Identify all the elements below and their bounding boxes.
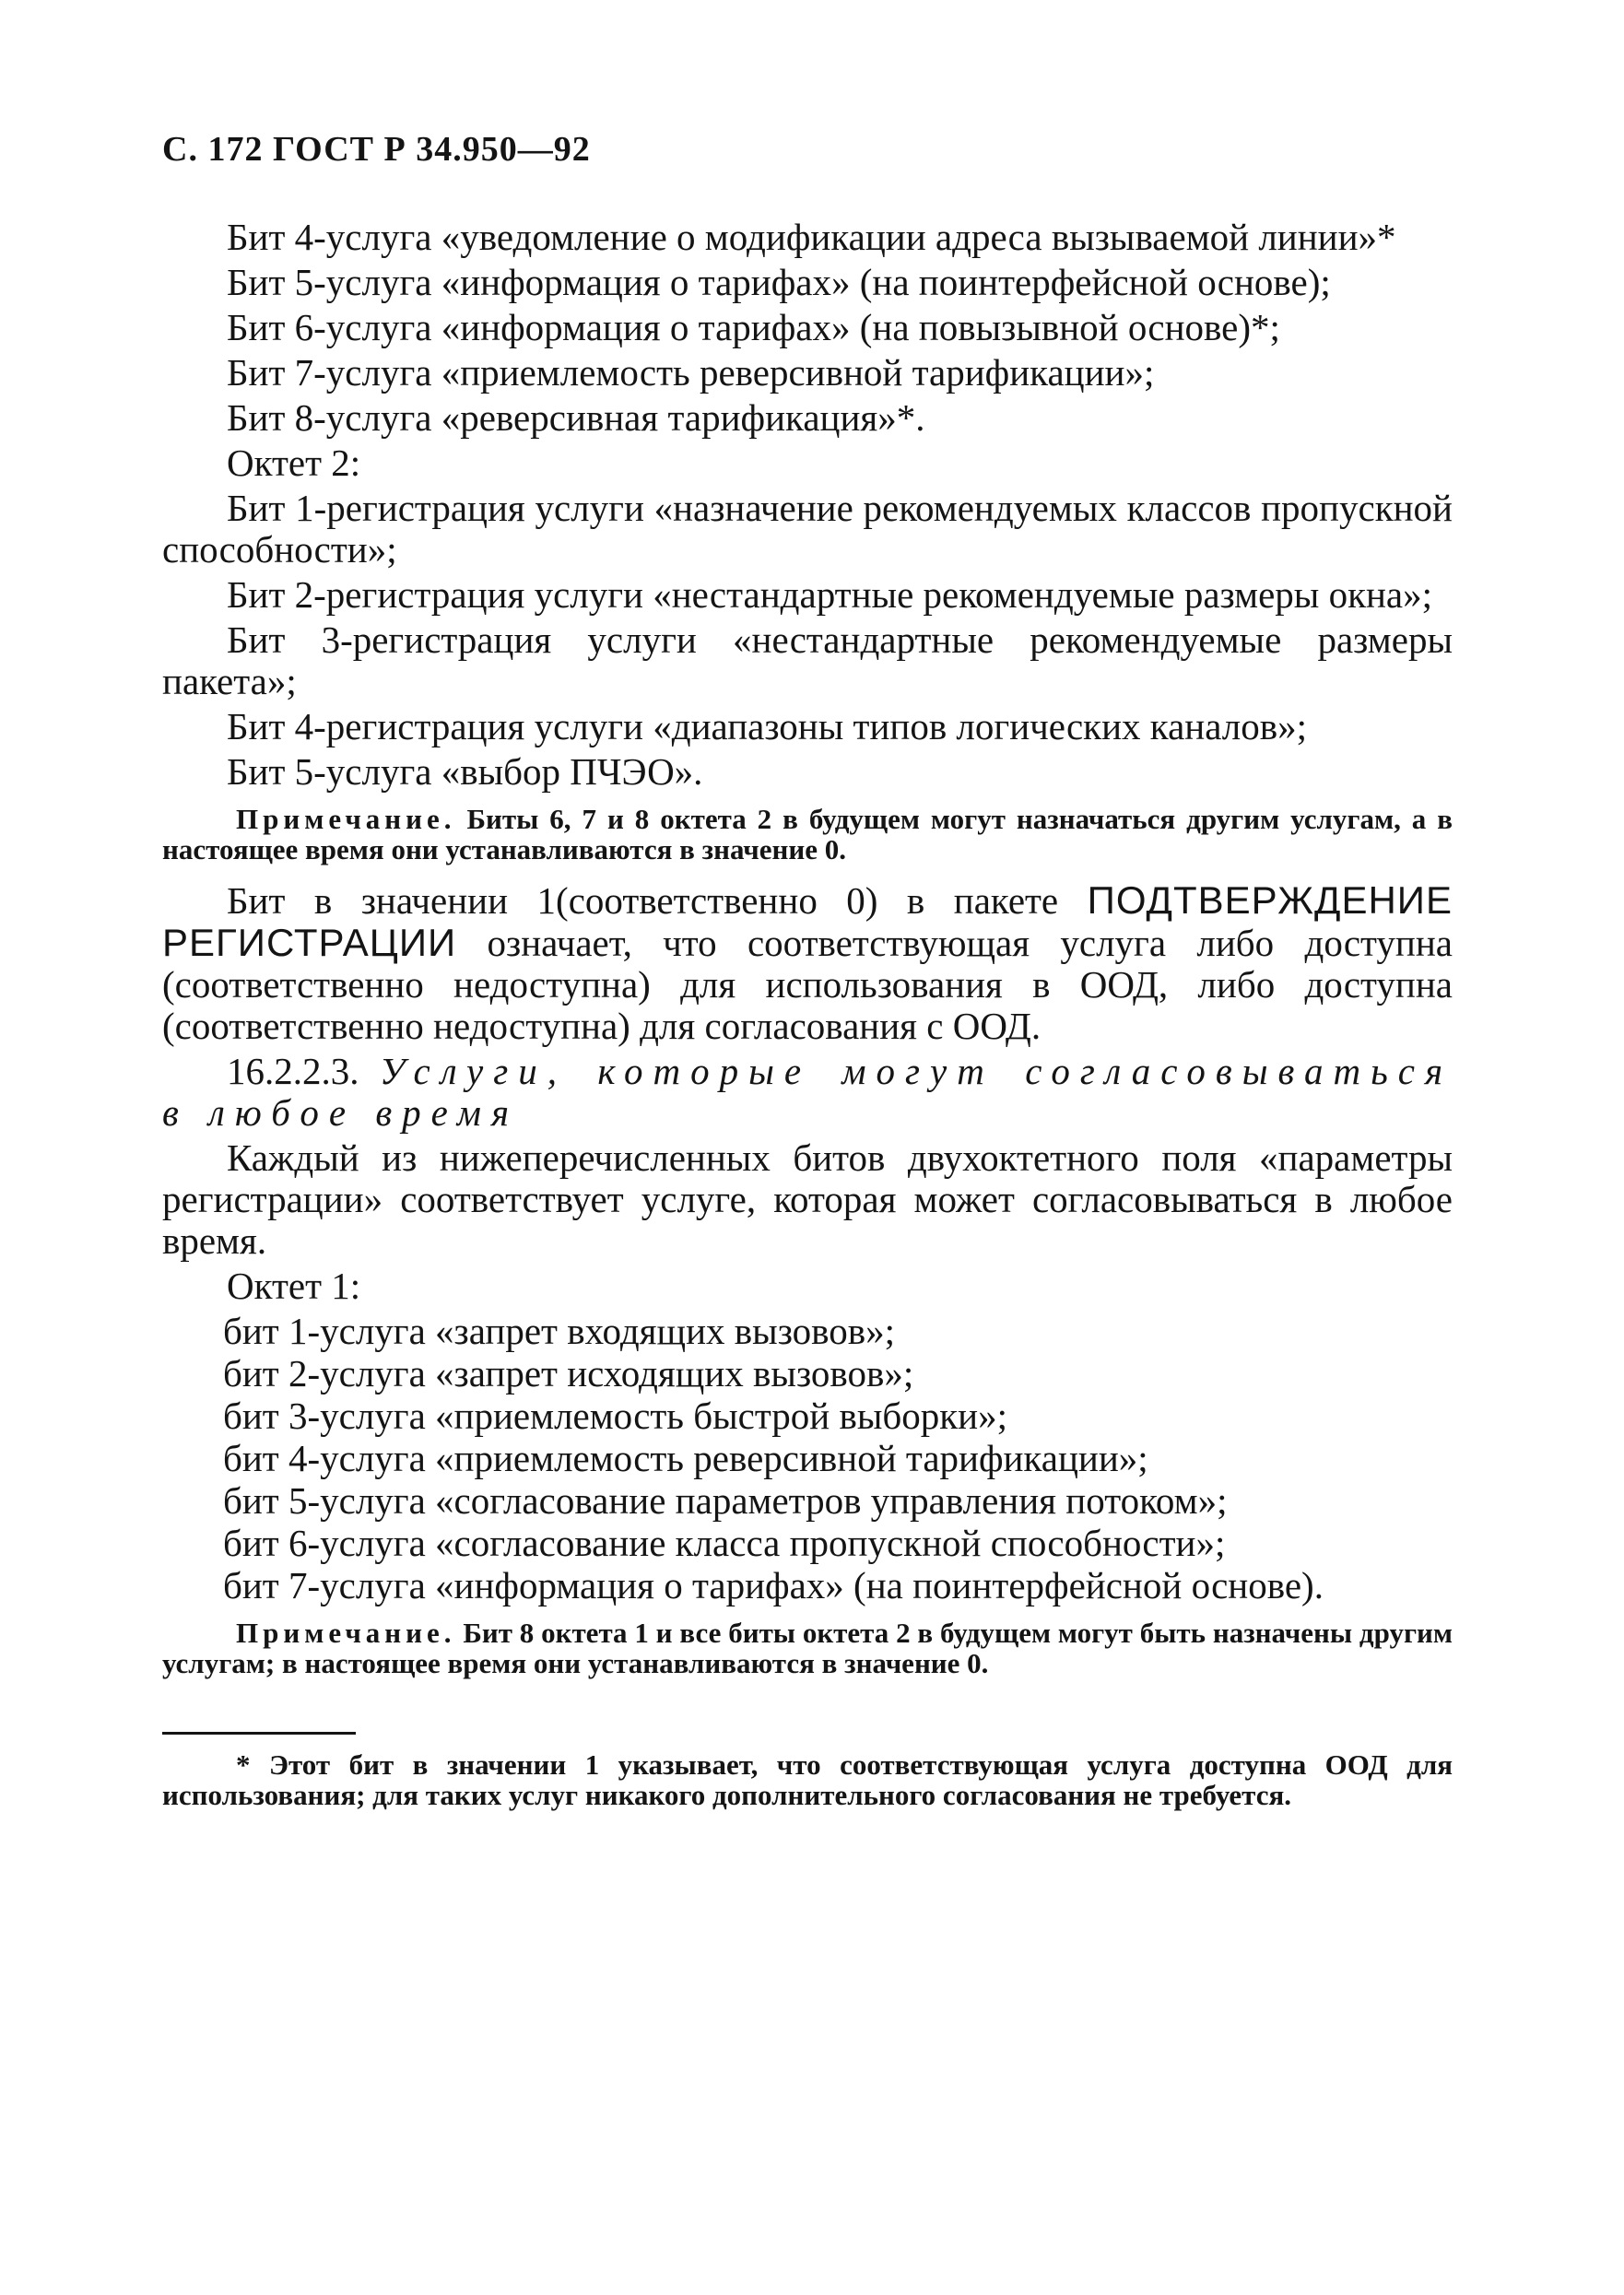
octet1-bit-item: бит 1-услуга «запрет входящих вызовов»; <box>223 1310 895 1352</box>
octet2-label: Октет 2: <box>227 441 361 484</box>
octet1-bit-item: бит 5-услуга «согласование параметров управления потоком»; <box>223 1479 1228 1522</box>
octet1-bit-item: бит 2-услуга «запрет исходящих вызовов»; <box>223 1352 914 1395</box>
octet1-bit7-line: Бит 7-услуга «приемлемость реверсивной тарификации»; <box>227 351 1155 394</box>
octet1-bit-item: бит 4-услуга «приемлемость реверсивной тарификации»; <box>223 1437 1148 1479</box>
octet2-bit3-line: Бит 3-регистрация услуги «нестандартные рекомендуемые размеры пакета»; <box>162 618 1453 702</box>
octet2-bit5-line: Бит 5-услуга «выбор ПЧЭО». <box>227 750 703 793</box>
note-label: Примечание. <box>236 803 456 835</box>
note-octet1 <box>162 1618 1453 1678</box>
octet2-bit1-line: Бит 1-регистрация услуги «назначение рекомендуемых классов пропускной способности»; <box>162 487 1453 571</box>
confirm-text-before: Бит в значении 1(соответственно 0) в пакете <box>227 879 1088 922</box>
octet2-bit2-line: Бит 2-регистрация услуги «нестандартные рекомендуемые размеры окна»; <box>227 573 1433 616</box>
octet1-bit4-line: Бит 4-услуга «уведомление о модификации адреса вызываемой линии»* <box>227 216 1396 258</box>
section-paragraph: Каждый из нижеперечисленных битов двухоктетного поля «параметры регистрации» соответствует услуге, которая может согласовываться в любое время. <box>162 1136 1453 1262</box>
note-octet2 <box>162 804 1453 865</box>
note-text: Биты 6, 7 и 8 октета 2 в будущем могут назначаться другим услугам, а в настоящее время они устанавливаются в значение 0. <box>162 803 1453 865</box>
page-header: С. 172 ГОСТ Р 34.950—92 <box>162 130 591 169</box>
section-heading <box>162 1051 1453 1134</box>
octet1-bit8-line: Бит 8-услуга «реверсивная тарификация»*. <box>227 396 925 439</box>
octet1-bit-item: бит 6-услуга «согласование класса пропускной способности»; <box>223 1522 1226 1564</box>
octet1-bit-item: бит 3-услуга «приемлемость быстрой выборки»; <box>223 1395 1007 1437</box>
note-label: Примечание. <box>236 1617 456 1649</box>
section-number: 16.2.2.3. <box>227 1050 380 1092</box>
octet1-bit-list <box>162 1311 1453 1606</box>
octet1-label: Октет 1: <box>227 1265 361 1307</box>
section-title: Услуги, которые могут согласовываться в любое время <box>162 1050 1453 1134</box>
octet1-bit6-line: Бит 6-услуга «информация о тарифах» (на повызывной основе)*; <box>227 306 1280 348</box>
octet1-bit-item: бит 7-услуга «информация о тарифах» (на поинтерфейсной основе). <box>223 1564 1324 1606</box>
note-text: Бит 8 октета 1 и все биты октета 2 в будущем могут быть назначены другим услугам; в настоящее время они устанавливаются в значение 0. <box>162 1617 1453 1679</box>
octet2-bit4-line: Бит 4-регистрация услуги «диапазоны типов логических каналов»; <box>227 705 1308 747</box>
document-body <box>162 217 1453 1810</box>
packet-name: ПОДТВЕРЖДЕНИЕ РЕГИСТРАЦИИ <box>162 878 1453 964</box>
confirm-paragraph <box>162 879 1453 1047</box>
footnote: * Этот бит в значении 1 указывает, что соответствующая услуга доступна ООД для использования; для таких услуг никакого дополнительного согласования не требуется. <box>162 1748 1453 1811</box>
confirm-text-after: означает, что соответствующая услуга либо доступна (соответственно недоступна) для использования в ООД, либо доступна (соответственно недоступна) для согласования с ООД. <box>162 922 1453 1047</box>
octet1-bit5-line: Бит 5-услуга «информация о тарифах» (на поинтерфейсной основе); <box>227 261 1331 303</box>
footnote-divider <box>162 1732 356 1735</box>
